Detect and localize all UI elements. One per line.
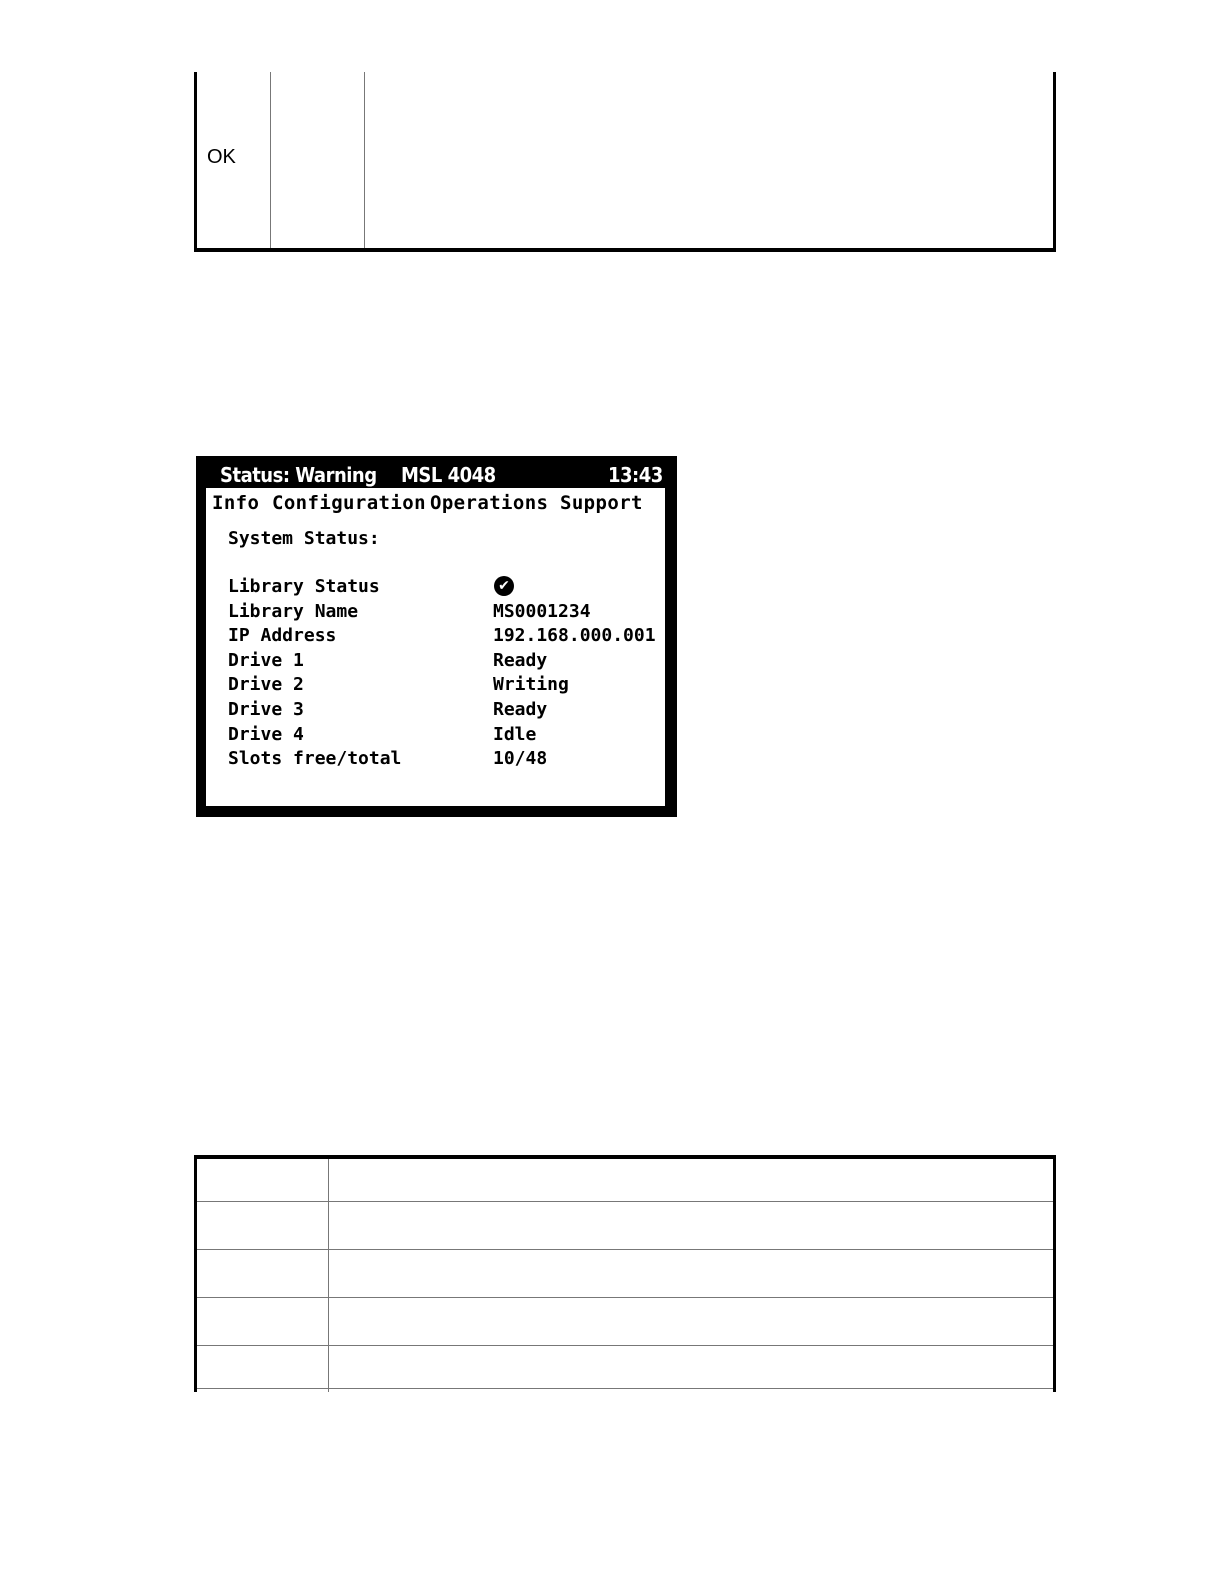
row-value: Ready — [493, 698, 548, 720]
row-label: Library Name — [228, 600, 359, 622]
status-row-drive-3 — [228, 699, 658, 724]
top-table — [194, 72, 1056, 252]
row-value: 10/48 — [493, 748, 548, 770]
row-value: MS0001234 — [493, 600, 591, 622]
status-row-slots — [228, 748, 658, 773]
menu-item-configuration[interactable]: Configuration — [272, 492, 426, 514]
table-column-divider — [270, 72, 271, 248]
check-circle-icon: ✔ — [494, 576, 514, 596]
menu-item-operations[interactable]: Operations — [430, 492, 549, 514]
row-label: IP Address — [228, 625, 337, 647]
row-label: Drive 4 — [228, 723, 304, 745]
bottom-table — [194, 1155, 1056, 1392]
table-column-divider — [364, 72, 365, 248]
table-row-divider — [197, 1345, 1053, 1346]
menu-item-info[interactable]: Info — [212, 492, 260, 514]
system-status-heading: System Status: — [228, 528, 380, 549]
row-label: Drive 3 — [228, 698, 304, 720]
lcd-panel — [206, 488, 665, 806]
row-label: Drive 2 — [228, 674, 304, 696]
status-text: Status: Warning — [220, 463, 377, 487]
status-row-drive-4 — [228, 724, 658, 749]
table-row-divider — [197, 1201, 1053, 1202]
lcd-screen — [196, 456, 677, 817]
menu-item-support[interactable]: Support — [560, 492, 643, 514]
clock-time: 13:43 — [608, 463, 663, 487]
table-row-divider — [197, 1388, 1053, 1389]
model-name: MSL 4048 — [401, 463, 496, 487]
status-row-library-name — [228, 601, 658, 626]
table-row-divider — [197, 1297, 1053, 1298]
status-row-ip-address — [228, 625, 658, 650]
lcd-status-bar — [196, 456, 677, 488]
status-row-library-status — [228, 576, 658, 601]
status-row-drive-1 — [228, 650, 658, 675]
table-row-divider — [197, 1249, 1053, 1250]
row-label: Library Status — [228, 576, 380, 597]
row-value: Ready — [493, 649, 548, 671]
table-cell-ok: OK — [207, 146, 236, 168]
row-value: Writing — [493, 674, 569, 696]
table-column-divider — [328, 1159, 329, 1392]
row-label: Drive 1 — [228, 649, 304, 671]
row-value: Idle — [493, 723, 537, 745]
status-list — [228, 576, 658, 773]
row-value: 192.168.000.001 — [493, 625, 656, 647]
row-label: Slots free/total — [228, 748, 402, 770]
status-row-drive-2 — [228, 674, 658, 699]
